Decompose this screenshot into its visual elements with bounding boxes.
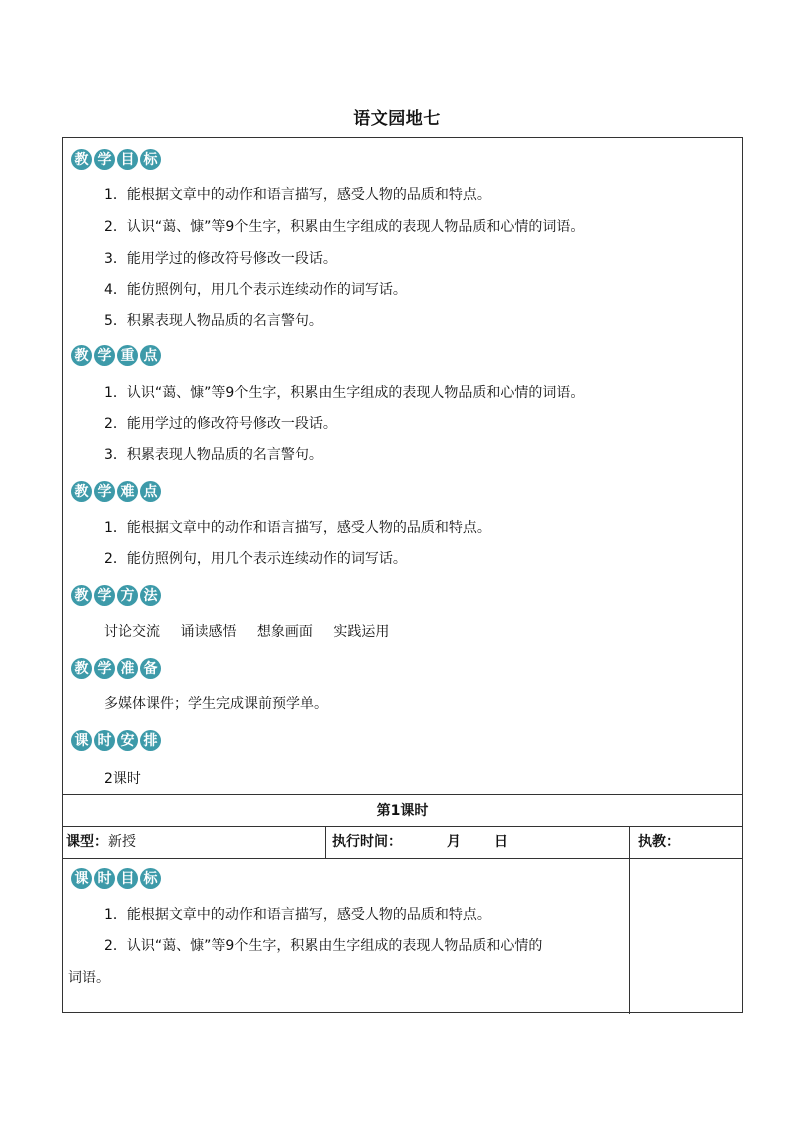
schedule-text: 2课时 bbox=[104, 771, 141, 787]
execution-time-label: 执行时间： bbox=[332, 834, 402, 850]
badge-char: 教 bbox=[71, 345, 92, 366]
lesson-type-label: 课型： bbox=[66, 834, 108, 850]
badge-char: 时 bbox=[94, 868, 115, 889]
badge-char: 教 bbox=[71, 481, 92, 502]
badge-char: 课 bbox=[71, 868, 92, 889]
key-point-item: 2．能用学过的修改符号修改一段话。 bbox=[104, 416, 337, 432]
period-heading: 第1课时 bbox=[376, 803, 429, 819]
section-badge-period-goals bbox=[71, 868, 161, 889]
badge-char: 重 bbox=[117, 345, 138, 366]
badge-char: 教 bbox=[71, 585, 92, 606]
key-point-item: 3．积累表现人物品质的名言警句。 bbox=[104, 447, 323, 463]
section-badge-key-points bbox=[71, 345, 161, 366]
section-badge-methods bbox=[71, 585, 161, 606]
goal-item: 2．认识“蔼、慷”等9个生字，积累由生字组成的表现人物品质和心情的词语。 bbox=[104, 219, 585, 235]
section-badge-schedule bbox=[71, 730, 161, 751]
preparation-text: 多媒体课件；学生完成课前预学单。 bbox=[104, 696, 328, 712]
badge-char: 教 bbox=[71, 658, 92, 679]
lesson-plan-table bbox=[62, 137, 743, 1013]
badge-char: 点 bbox=[140, 481, 161, 502]
lesson-type bbox=[66, 832, 136, 852]
method-item: 想象画面 bbox=[256, 624, 313, 640]
period-goal-item: 1．能根据文章中的动作和语言描写，感受人物的品质和特点。 bbox=[104, 907, 491, 923]
goal-item: 4．能仿照例句，用几个表示连续动作的词写话。 bbox=[104, 282, 407, 298]
badge-char: 课 bbox=[71, 730, 92, 751]
badge-char: 学 bbox=[94, 149, 115, 170]
badge-char: 标 bbox=[140, 868, 161, 889]
method-item: 讨论交流 bbox=[104, 624, 160, 640]
section-badge-preparation bbox=[71, 658, 161, 679]
method-item: 实践运用 bbox=[333, 624, 390, 640]
month-label: 月 bbox=[447, 834, 461, 850]
badge-char: 时 bbox=[94, 730, 115, 751]
badge-char: 学 bbox=[94, 481, 115, 502]
badge-char: 教 bbox=[71, 149, 92, 170]
badge-char: 目 bbox=[117, 868, 138, 889]
column-divider bbox=[629, 826, 630, 1014]
badge-char: 学 bbox=[94, 658, 115, 679]
period-goal-item-continuation: 词语。 bbox=[68, 970, 110, 986]
row-divider bbox=[63, 826, 742, 827]
badge-char: 难 bbox=[117, 481, 138, 502]
section-badge-difficulties bbox=[71, 481, 161, 502]
badge-char: 方 bbox=[117, 585, 138, 606]
goal-item: 1．能根据文章中的动作和语言描写，感受人物的品质和特点。 bbox=[104, 187, 491, 203]
badge-char: 学 bbox=[94, 585, 115, 606]
key-point-item: 1．认识“蔼、慷”等9个生字，积累由生字组成的表现人物品质和心情的词语。 bbox=[104, 385, 585, 401]
badge-char: 排 bbox=[140, 730, 161, 751]
difficulty-item: 1．能根据文章中的动作和语言描写，感受人物的品质和特点。 bbox=[104, 520, 491, 536]
badge-char: 标 bbox=[140, 149, 161, 170]
period-goal-item: 2．认识“蔼、慷”等9个生字，积累由生字组成的表现人物品质和心情的 bbox=[104, 938, 543, 954]
column-divider bbox=[325, 826, 326, 858]
difficulty-item: 2．能仿照例句，用几个表示连续动作的词写话。 bbox=[104, 551, 407, 567]
methods-list bbox=[104, 622, 405, 642]
goal-item: 3．能用学过的修改符号修改一段话。 bbox=[104, 251, 337, 267]
method-item: 诵读感悟 bbox=[180, 624, 237, 640]
day-label: 日 bbox=[494, 834, 508, 850]
section-badge-goals bbox=[71, 149, 161, 170]
badge-char: 安 bbox=[117, 730, 138, 751]
badge-char: 法 bbox=[140, 585, 161, 606]
badge-char: 准 bbox=[117, 658, 138, 679]
row-divider bbox=[63, 794, 742, 795]
page-title: 语文园地七 bbox=[353, 109, 441, 129]
row-divider bbox=[63, 858, 742, 859]
badge-char: 点 bbox=[140, 345, 161, 366]
lesson-type-value: 新授 bbox=[108, 834, 136, 850]
goal-item: 5．积累表现人物品质的名言警句。 bbox=[104, 313, 323, 329]
teacher-label: 执教： bbox=[638, 834, 680, 850]
badge-char: 备 bbox=[140, 658, 161, 679]
badge-char: 学 bbox=[94, 345, 115, 366]
badge-char: 目 bbox=[117, 149, 138, 170]
